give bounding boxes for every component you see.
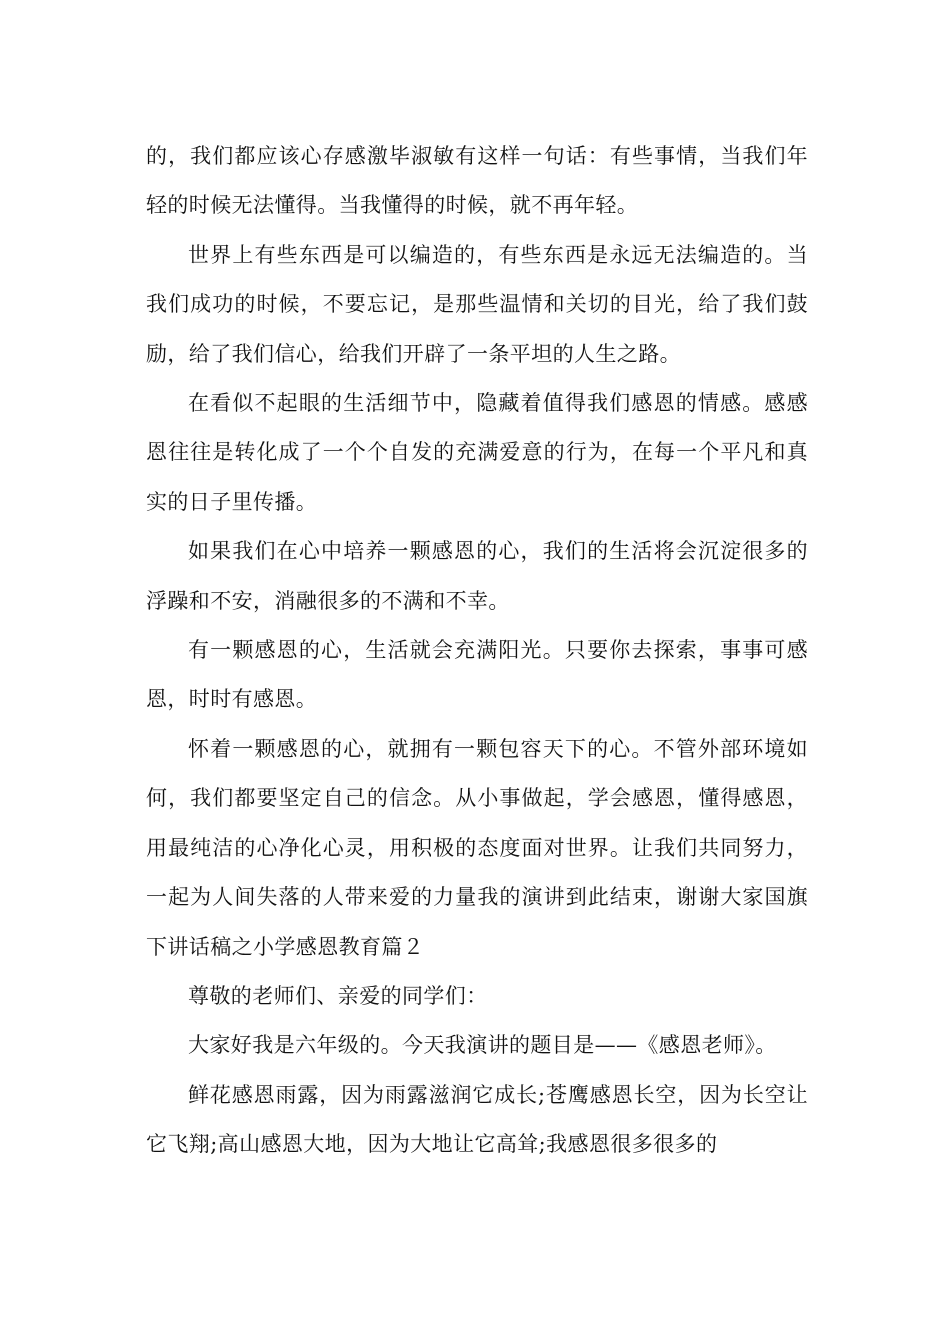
- paragraph-5: 有一颗感恩的心，生活就会充满阳光。只要你去探索，事事可感恩，时时有感恩。: [146, 638, 808, 712]
- paragraph-3: 在看似不起眼的生活细节中，隐藏着值得我们感恩的情感。感感恩往往是转化成了一个个自发的充满爱意的行为，在每一个平凡和真实的日子里传播。: [146, 391, 808, 514]
- paragraph-8: 大家好我是六年级的。今天我演讲的题目是——《感恩老师》。: [188, 1033, 777, 1058]
- paragraph-9: 鲜花感恩雨露，因为雨露滋润它成长;苍鹰感恩长空，因为长空让它飞翔;高山感恩大地，因为大地让它高耸;我感恩很多很多的: [146, 1082, 808, 1157]
- paragraph-6: 怀着一颗感恩的心，就拥有一颗包容天下的心。不管外部环境如何，我们都要坚定自己的信念。从小事做起，学会感恩，懂得感恩，用最纯洁的心净化心灵，用积极的态度面对世界。让我们共同努力，一起为人间失落的人带来爱的力量我的演讲到此结束，谢谢大家国旗下讲话稿之小学感恩教育篇２: [146, 736, 808, 959]
- document-body: [146, 132, 808, 1170]
- paragraph-7-salutation: 尊敬的老师们、亲爱的同学们：: [188, 983, 488, 1008]
- paragraph-1: 的，我们都应该心存感激毕淑敏有这样一句话：有些事情，当我们年轻的时候无法懂得。当我懂得的时候，就不再年轻。: [146, 144, 808, 218]
- paragraph-2: 世界上有些东西是可以编造的，有些东西是永远无法编造的。当我们成功的时候，不要忘记，是那些温情和关切的目光，给了我们鼓励，给了我们信心，给我们开辟了一条平坦的人生之路。: [146, 242, 808, 366]
- paragraph-4: 如果我们在心中培养一颗感恩的心，我们的生活将会沉淀很多的浮躁和不安，消融很多的不满和不幸。: [146, 539, 808, 613]
